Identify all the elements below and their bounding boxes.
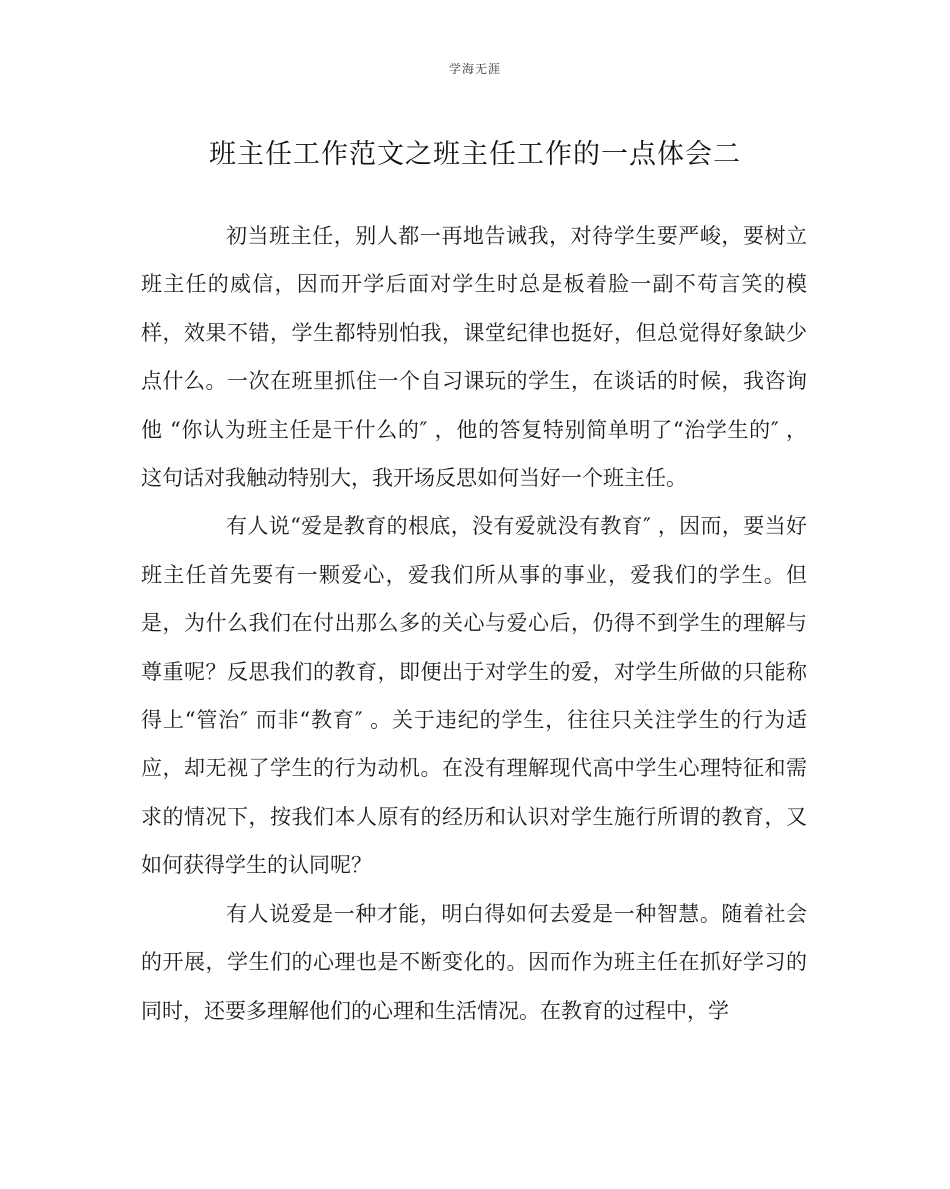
paragraph: 初当班主任，别人都一再地告诫我，对待学生要严峻，要树立班主任的威信，因而开学后面对学生时总是板着脸一副不苟言笑的模样，效果不错，学生都特别怕我，课堂纪律也挺好，但总觉得好象缺少点什么。一次在班里抓住一个自习课玩的学生，在谈话的时候，我咨询他 “你认为班主任是干什么的″ ，他的答复特别简单明了“治学生的″ ，这句话对我触动特别大，我开场反思如何当好一个班主任。 (141, 224, 807, 491)
document-body (141, 212, 807, 1035)
paragraph: 有人说爱是一种才能，明白得如何去爱是一种智慧。随着社会的开展，学生们的心理也是不断变化的。因而作为班主任在抓好学习的同时，还要多理解他们的心理和生活情况。在教育的过程中，学 (141, 901, 807, 1023)
page-header: 学海无涯 (448, 62, 501, 76)
document-title: 班主任工作范文之班主任工作的一点体会二 (209, 139, 741, 170)
paragraph: 有人说“爱是教育的根底，没有爱就没有教育″ ，因而，要当好班主任首先要有一颗爱心，爱我们所从事的事业，爱我们的学生。但是，为什么我们在付出那么多的关心与爱心后，仍得不到学生的理解与尊重呢？反思我们的教育，即便出于对学生的爱，对学生所做的只能称得上“管治″ 而非“教育″ 。关于违纪的学生，往往只关注学生的行为适应，却无视了学生的行为动机。在没有理解现代高中学生心理特征和需求的情况下，按我们本人原有的经历和认识对学生施行所谓的教育，又如何获得学生的认同呢？ (141, 514, 807, 878)
